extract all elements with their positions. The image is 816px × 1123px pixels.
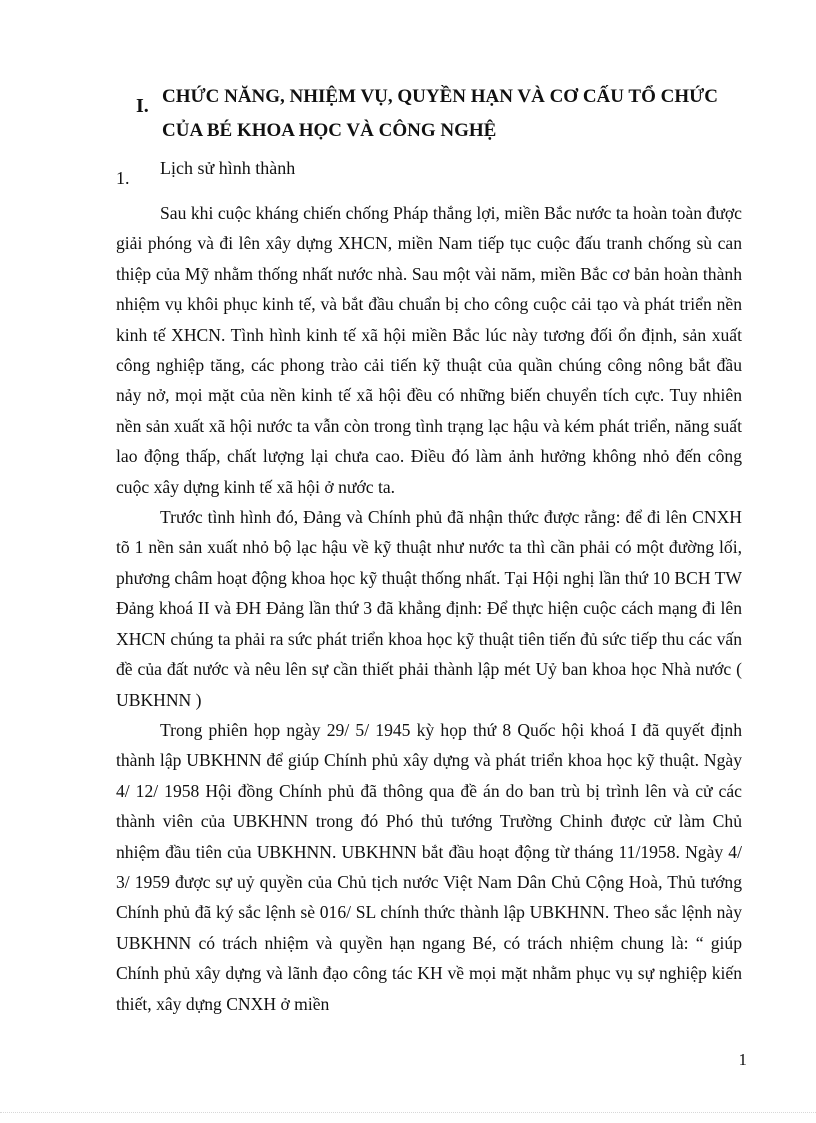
paragraph-2: Trước tình hình đó, Đảng và Chính phủ đã nhận thức được rằng: để đi lên CNXH tõ 1 nền sản xuất nhỏ bộ lạc hậu về kỹ thuật như nước ta thì cần phải có một đường lối, phương châm hoạt động khoa học kỹ thuật thống nhất. Tại Hội nghị lần thứ 10 BCH TW Đảng khoá II và ĐH Đảng lần thứ 3 đã khẳng định: Để thực hiện cuộc cách mạng đi lên XHCN chúng ta phải ra sức phát triển khoa học kỹ thuật tiên tiến đủ sức tiếp thu các vấn đề của đất nước và nêu lên sự cần thiết phải thành lập mét Uỷ ban khoa học Nhà nước ( UBKHNN ): [116, 507, 742, 710]
page-number: 1: [738, 1050, 747, 1069]
subsection-number: 1.: [116, 168, 130, 188]
section-number: I.: [136, 95, 149, 117]
body-text: [116, 198, 742, 1019]
subsection-title: Lịch sử hình thành: [160, 158, 296, 178]
section-title-line-1: CHỨC NĂNG, NHIỆM VỤ, QUYỀN HẠN VÀ CƠ CẤU TỔ CHỨC: [162, 86, 718, 107]
section-title-line-2: CỦA BÉ KHOA HỌC VÀ CÔNG NGHỆ: [162, 120, 497, 141]
footer-divider: [0, 1112, 816, 1113]
paragraph-1: Sau khi cuộc kháng chiến chống Pháp thắng lợi, miền Bắc nước ta hoàn toàn được giải phóng và đi lên xây dựng XHCN, miền Nam tiếp tục cuộc đấu tranh chống sù can thiệp của Mỹ nhằm thống nhất nước nhà. Sau một vài năm, miền Bắc cơ bản hoàn thành nhiệm vụ khôi phục kinh tế, và bắt đầu chuẩn bị cho công cuộc cải tạo và phát triển nền kinh tế XHCN. Tình hình kinh tế xã hội miền Bắc lúc này tương đối ổn định, sản xuất công nghiệp tăng, các phong trào cải tiến kỹ thuật của quần chúng công nông bắt đầu nảy nở, mọi mặt của nền kinh tế xã hội đều có những biến chuyển tích cực. Tuy nhiên nền sản xuất xã hội nước ta vẫn còn trong tình trạng lạc hậu và kém phát triển, năng suất lao động thấp, chất lượng lại chưa cao. Điều đó làm ảnh hưởng không nhỏ đến công cuộc xây dựng kinh tế xã hội ở nước ta.: [116, 203, 742, 497]
paragraph-3: Trong phiên họp ngày 29/ 5/ 1945 kỳ họp thứ 8 Quốc hội khoá I đã quyết định thành lập UBKHNN để giúp Chính phủ xây dựng và phát triển khoa học kỹ thuật. Ngày 4/ 12/ 1958 Hội đồng Chính phủ đã thông qua đề án do ban trù bị trình lên và cử các thành viên của UBKHNN trong đó Phó thủ tướng Trường Chinh được cử làm Chủ nhiệm đầu tiên của UBKHNN. UBKHNN bắt đầu hoạt động từ tháng 11/1958. Ngày 4/ 3/ 1959 được sự uỷ quyền của Chủ tịch nước Việt Nam Dân Chủ Cộng Hoà, Thủ tướng Chính phủ đã ký sắc lệnh sè 016/ SL chính thức thành lập UBKHNN. Theo sắc lệnh này UBKHNN có trách nhiệm và quyền hạn ngang Bé, có trách nhiệm chung là: “ giúp Chính phủ xây dựng và lãnh đạo công tác KH về mọi mặt nhằm phục vụ sự nghiệp kiến thiết, xây dựng CNXH ở miền: [116, 719, 742, 1014]
